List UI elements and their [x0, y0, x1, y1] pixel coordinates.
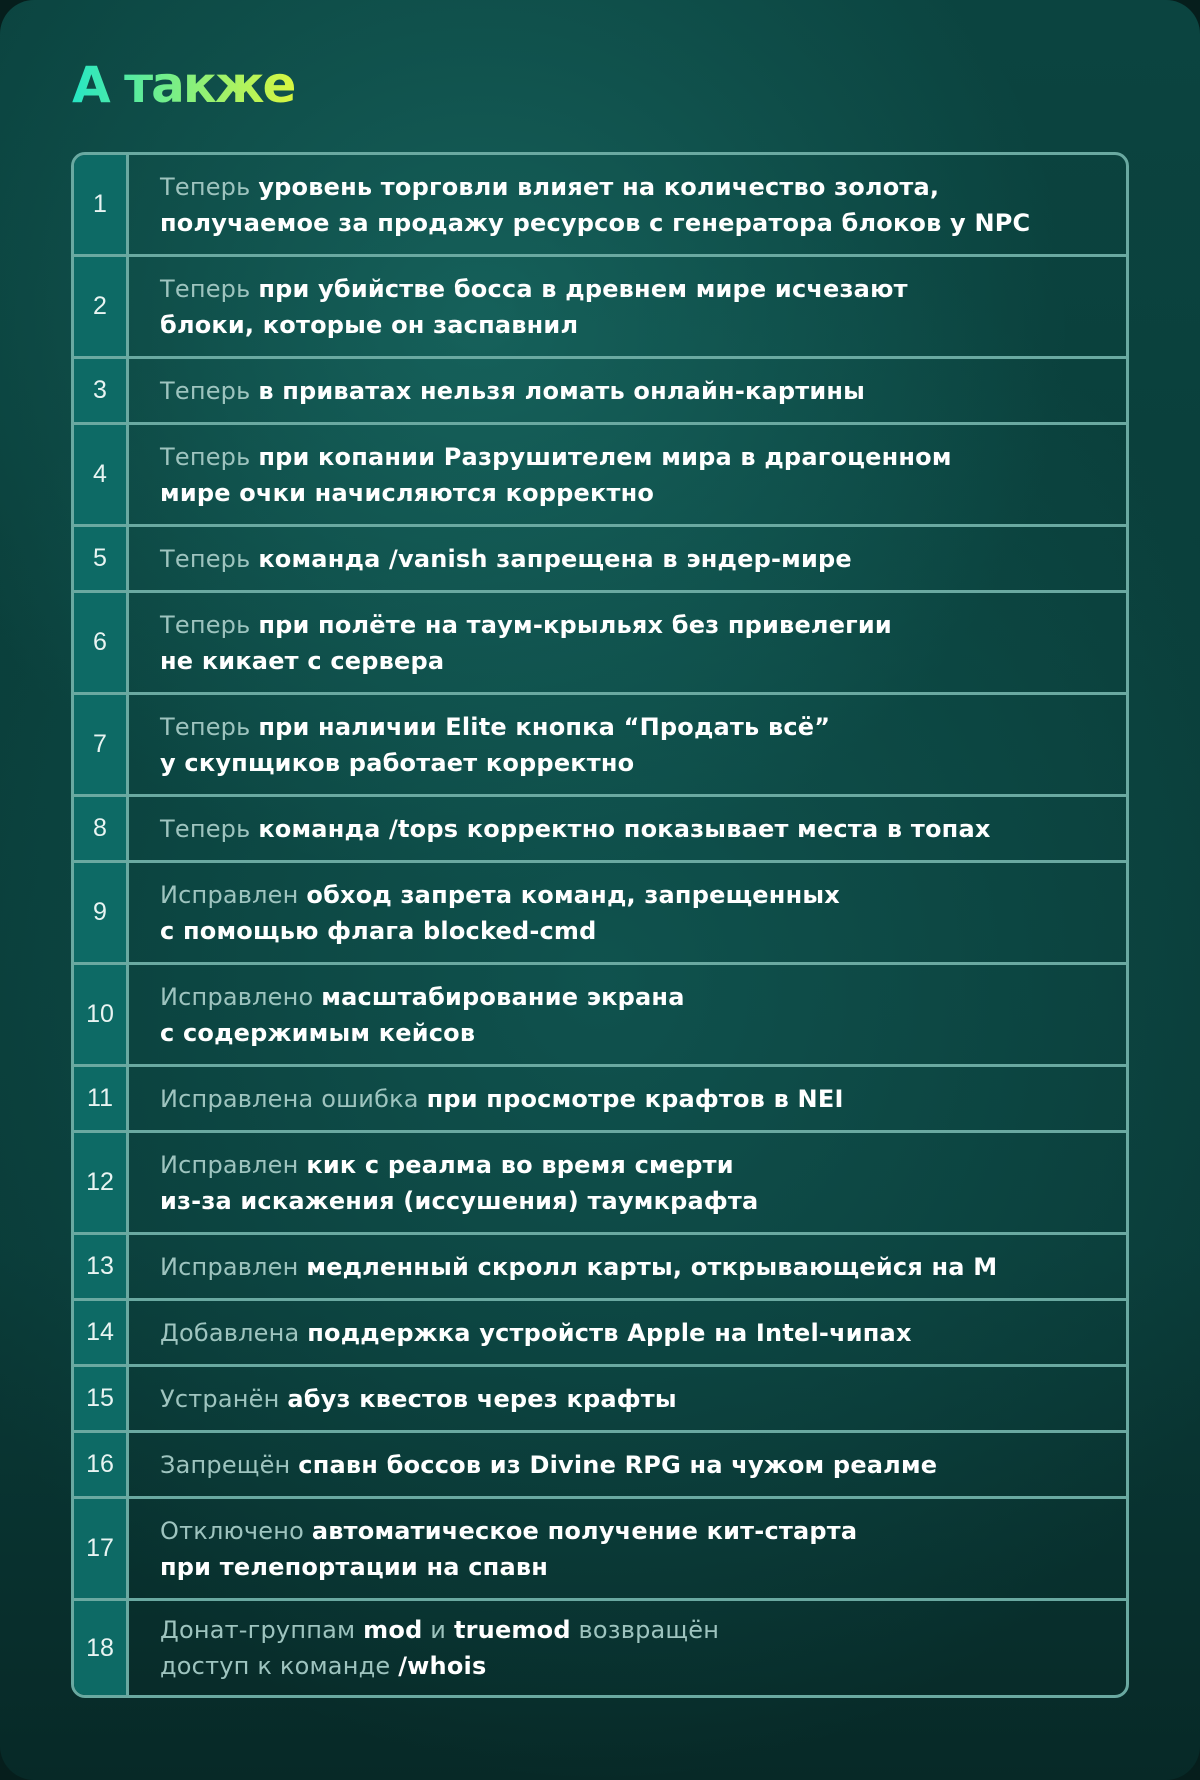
- table-row: [74, 1367, 1126, 1433]
- row-main: автоматическое получение кит-старта: [311, 1516, 858, 1545]
- row-prefix: Теперь: [160, 712, 251, 741]
- row-main: при наличии Elite кнопка “Продать всё”: [258, 712, 831, 741]
- table-row: [74, 155, 1126, 257]
- row-text: [129, 257, 1126, 356]
- row-line2: блоки, которые он заспавнил: [160, 310, 579, 339]
- row-main: спавн боссов из Divine RPG на чужом реалме: [298, 1450, 938, 1479]
- row-main: уровень торговли влияет на количество золота,: [258, 172, 940, 201]
- returned-word: возвращён: [578, 1616, 720, 1644]
- table-row: [74, 1601, 1126, 1695]
- row-number: 10: [74, 965, 129, 1064]
- row-prefix: Исправлен: [160, 1252, 299, 1281]
- row-text: [129, 1235, 1126, 1298]
- row-text: [129, 1067, 1126, 1130]
- row-number: 6: [74, 593, 129, 692]
- row-text: [129, 155, 1126, 254]
- row-main: поддержка устройств Apple на Intel-чипах: [307, 1318, 912, 1347]
- row-number: 14: [74, 1301, 129, 1364]
- table-row: [74, 425, 1126, 527]
- row-line2: получаемое за продажу ресурсов с генератора блоков у NPC: [160, 208, 1031, 237]
- table-row: [74, 1301, 1126, 1367]
- row-main: кик с реалма во время смерти: [306, 1150, 734, 1179]
- row-text: [129, 527, 1126, 590]
- table-row: [74, 1499, 1126, 1601]
- row-main: масштабирование экрана: [321, 982, 685, 1011]
- table-row: [74, 695, 1126, 797]
- row-line2: с помощью флага blocked-cmd: [160, 916, 597, 945]
- row-main: при копании Разрушителем мира в драгоценном: [258, 442, 952, 471]
- row-prefix: Донат-группам: [160, 1616, 356, 1644]
- row-number: 1: [74, 155, 129, 254]
- row-prefix: Теперь: [160, 172, 251, 201]
- row-text: [129, 1367, 1126, 1430]
- row-number: 17: [74, 1499, 129, 1598]
- row-text: [129, 1433, 1126, 1496]
- row-number: 15: [74, 1367, 129, 1430]
- row-number: 7: [74, 695, 129, 794]
- table-row: [74, 1433, 1126, 1499]
- row-prefix: Запрещён: [160, 1450, 291, 1479]
- row-main: медленный скролл карты, открывающейся на M: [306, 1252, 998, 1281]
- row-prefix: Исправлено: [160, 982, 314, 1011]
- row-number: 9: [74, 863, 129, 962]
- row-main: команда /vanish запрещена в эндер-мире: [258, 544, 852, 573]
- changelog-table: [71, 152, 1129, 1698]
- row-prefix: Отключено: [160, 1516, 305, 1545]
- page-title: А также: [72, 56, 295, 114]
- row-text: [129, 1601, 1126, 1695]
- row-main: команда /tops корректно показывает места в топах: [258, 814, 991, 843]
- row-text: [129, 797, 1126, 860]
- row-text: [129, 1499, 1126, 1598]
- row-number: 11: [74, 1067, 129, 1130]
- row-main: в приватах нельзя ломать онлайн-картины: [258, 376, 866, 405]
- row-number: 5: [74, 527, 129, 590]
- group-truemod: truemod: [453, 1616, 571, 1644]
- row-main: абуз квестов через крафты: [287, 1384, 677, 1413]
- row-text: [129, 593, 1126, 692]
- table-row: [74, 1067, 1126, 1133]
- row-text: [129, 359, 1126, 422]
- table-row: [74, 965, 1126, 1067]
- row-prefix: Добавлена: [160, 1318, 300, 1347]
- row-prefix: Теперь: [160, 274, 251, 303]
- row-text: [129, 863, 1126, 962]
- row-line2: из-за искажения (иссушения) таумкрафта: [160, 1186, 759, 1215]
- table-row: [74, 797, 1126, 863]
- table-row: [74, 1133, 1126, 1235]
- conjunction: и: [430, 1616, 447, 1644]
- row-prefix: Теперь: [160, 442, 251, 471]
- row-line2: не кикает с сервера: [160, 646, 445, 675]
- row-prefix: Теперь: [160, 544, 251, 573]
- row-main: при полёте на таум-крыльях без привелегии: [258, 610, 892, 639]
- table-row: [74, 527, 1126, 593]
- row-prefix: Теперь: [160, 376, 251, 405]
- table-row: [74, 1235, 1126, 1301]
- row-text: [129, 1133, 1126, 1232]
- row-prefix: Теперь: [160, 814, 251, 843]
- command-name: /whois: [398, 1652, 487, 1680]
- row-number: 3: [74, 359, 129, 422]
- row-number: 8: [74, 797, 129, 860]
- row-text: [129, 695, 1126, 794]
- row-line2: с содержимым кейсов: [160, 1018, 476, 1047]
- table-row: [74, 863, 1126, 965]
- row-number: 12: [74, 1133, 129, 1232]
- row-text: [129, 965, 1126, 1064]
- row-text: [129, 425, 1126, 524]
- row-line2: у скупщиков работает корректно: [160, 748, 635, 777]
- row-number: 18: [74, 1601, 129, 1695]
- row-number: 13: [74, 1235, 129, 1298]
- row-prefix: Теперь: [160, 610, 251, 639]
- row-prefix: Исправлен: [160, 1150, 299, 1179]
- row-prefix: Устранён: [160, 1384, 280, 1413]
- row-line2: мире очки начисляются корректно: [160, 478, 655, 507]
- row-text: [129, 1301, 1126, 1364]
- access-text: доступ к команде: [160, 1652, 391, 1680]
- table-row: [74, 257, 1126, 359]
- row-number: 4: [74, 425, 129, 524]
- row-prefix: Исправлен: [160, 880, 299, 909]
- row-main: обход запрета команд, запрещенных: [306, 880, 840, 909]
- row-main: при просмотре крафтов в NEI: [426, 1084, 844, 1113]
- group-mod: mod: [363, 1616, 423, 1644]
- row-prefix: Исправлена ошибка: [160, 1084, 419, 1113]
- table-row: [74, 593, 1126, 695]
- row-main: при убийстве босса в древнем мире исчезают: [258, 274, 908, 303]
- row-line2: при телепортации на спавн: [160, 1552, 549, 1581]
- row-number: 16: [74, 1433, 129, 1496]
- table-row: [74, 359, 1126, 425]
- row-number: 2: [74, 257, 129, 356]
